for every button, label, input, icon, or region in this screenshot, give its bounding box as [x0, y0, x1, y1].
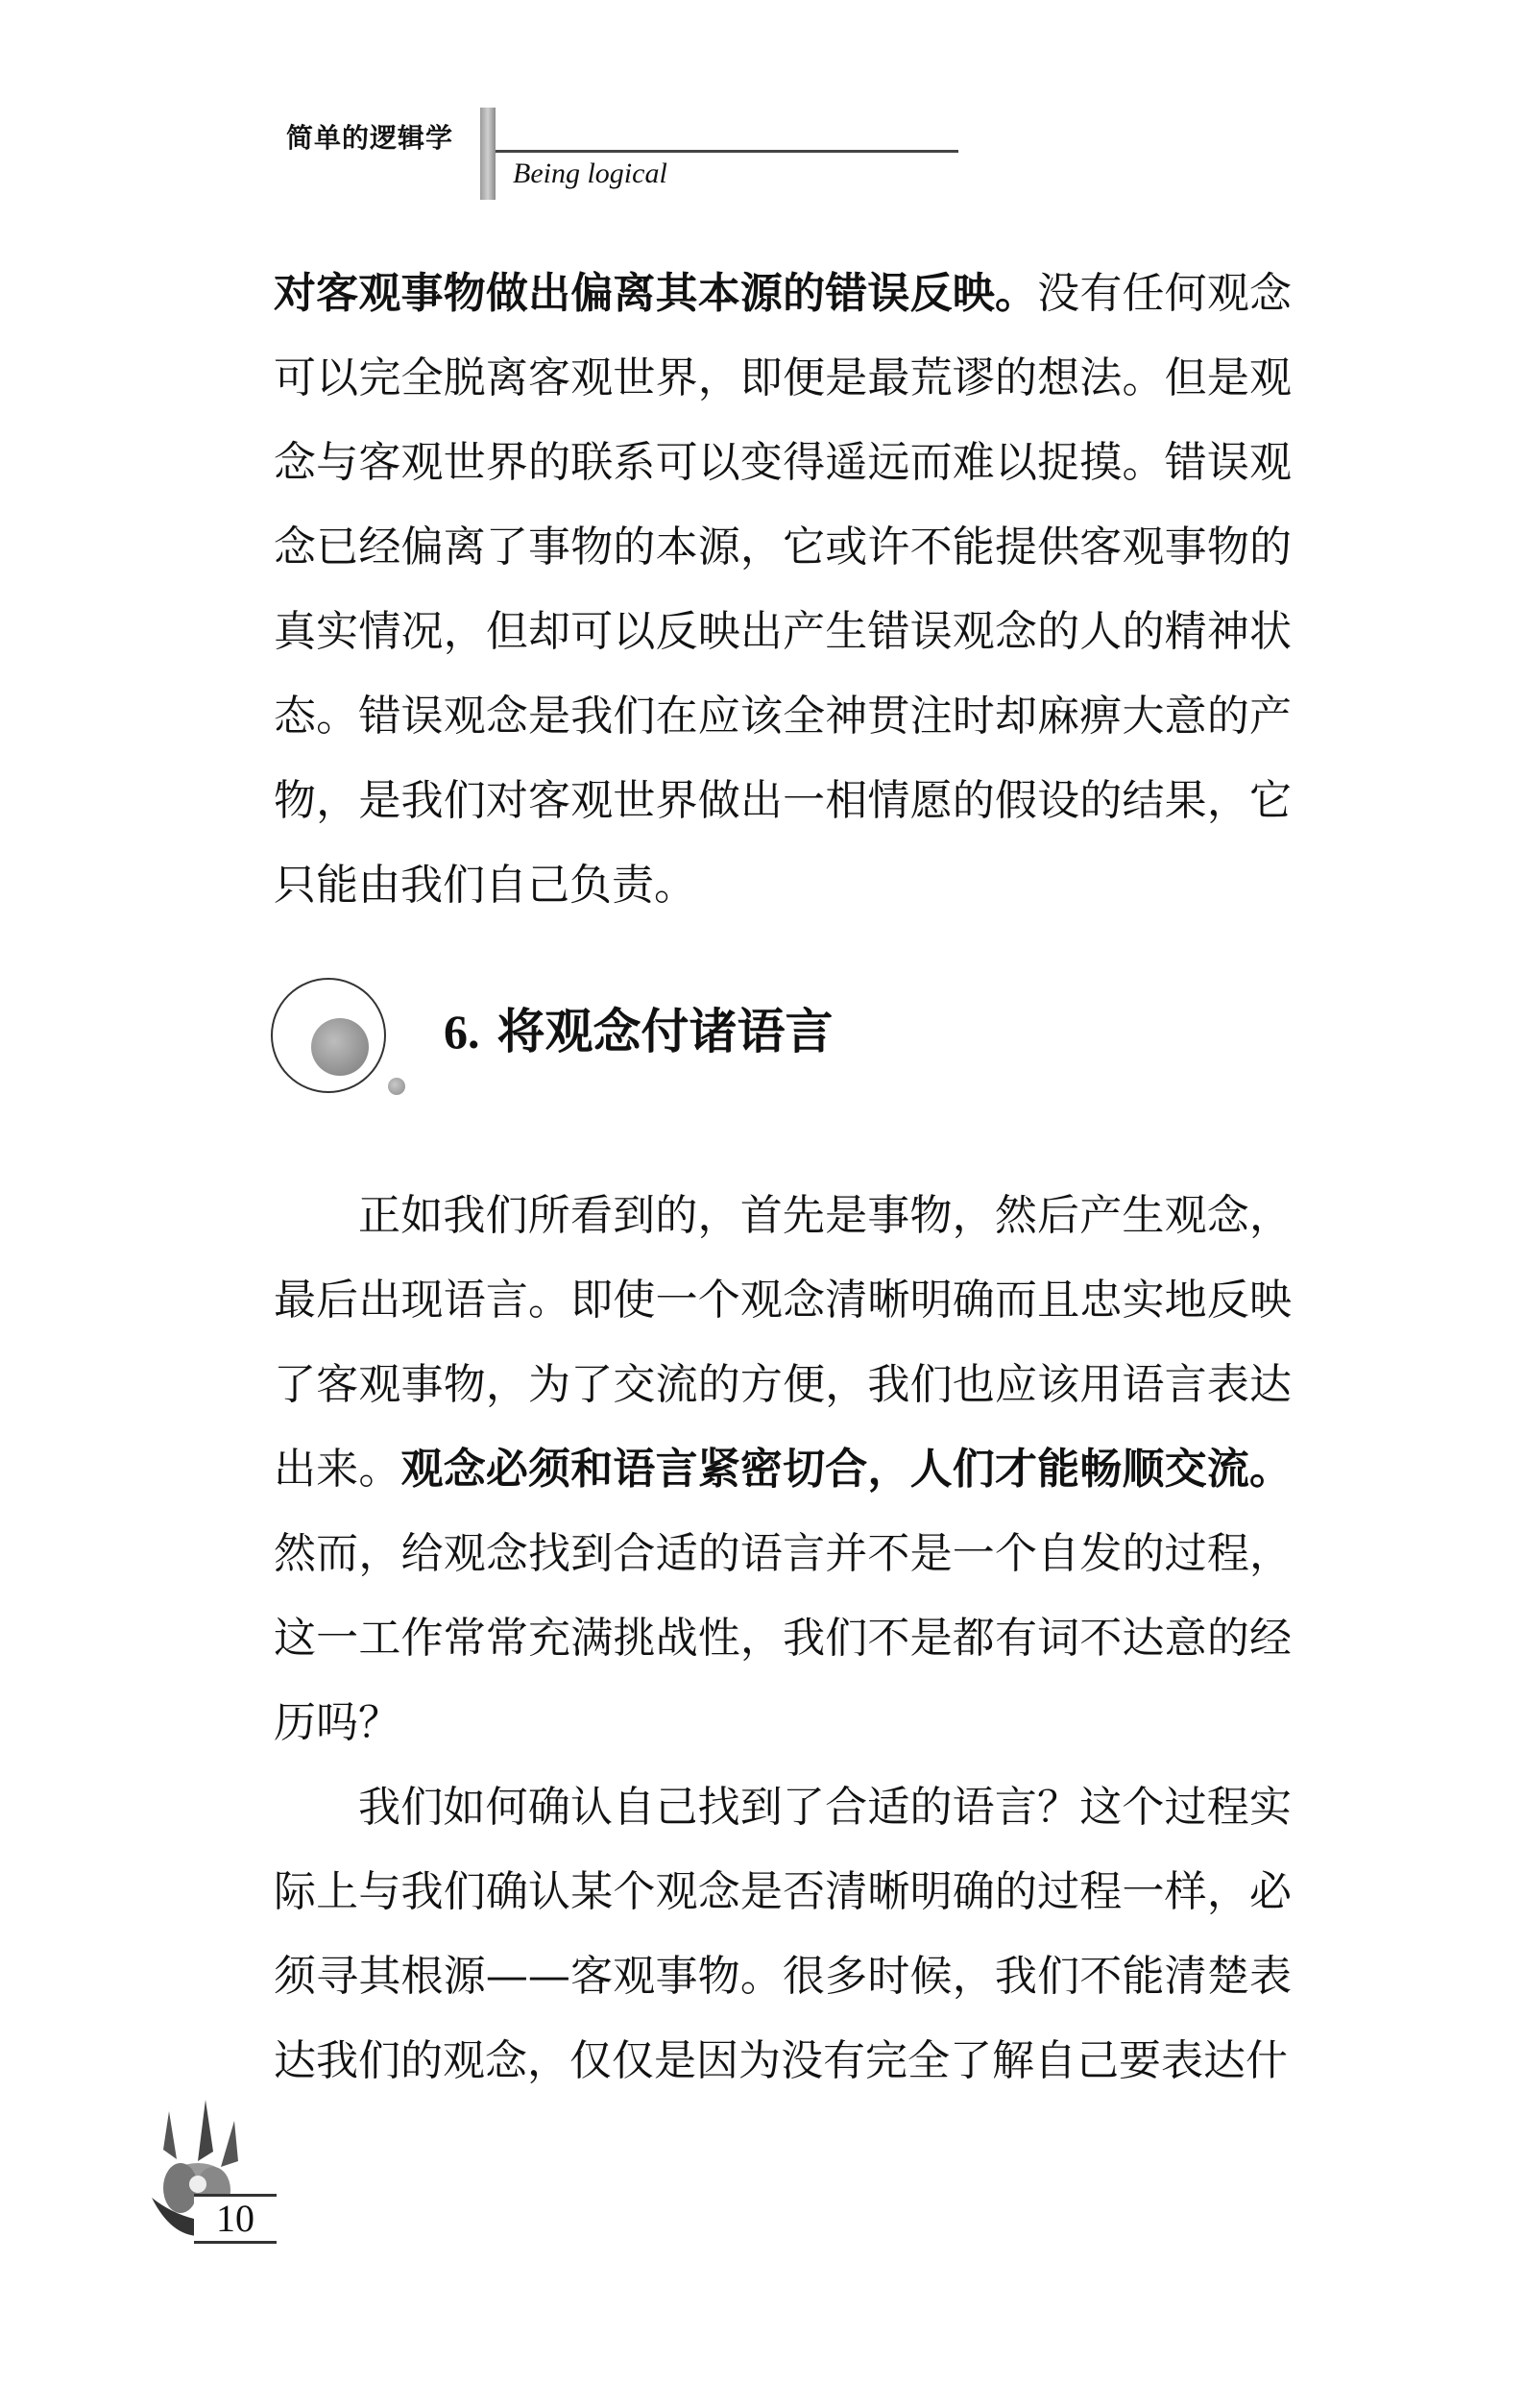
paragraph-2-bold: 观念必须和语言紧密切合，人们才能畅顺交流。 [400, 1445, 1293, 1494]
header-book-title: 简单的逻辑学 [286, 122, 454, 154]
section-small-dot-icon [388, 1078, 405, 1095]
paragraph-1 [274, 252, 1292, 928]
paragraph-2 [274, 1174, 1292, 1765]
section-number: 6. [444, 1005, 480, 1058]
section-dot-icon [311, 1018, 369, 1076]
section-title-text: 将观念付诸语言 [496, 1004, 834, 1059]
page-number: 10 [216, 2197, 254, 2240]
paragraph-1-text: 没有任何观念可以完全脱离客观世界，即便是最荒谬的想法。但是观念与客观世界的联系可以变得遥远而难以捉摸。错误观念已经偏离了事物的本源，它或许不能提供客观事物的真实情况，但却可以反映出产生错误观念的人的精神状态。错误观念是我们在应该全神贯注时却麻痹大意的产物，是我们对客观世界做出一相情愿的假设的结果，它只能由我们自己负责。 [274, 269, 1293, 910]
section-title [444, 1003, 834, 1060]
running-header [277, 106, 680, 202]
paragraph-3 [274, 1765, 1292, 2104]
paragraph-3-text: 我们如何确认自己找到了合适的语言？这个过程实际上与我们确认某个观念是否清晰明确的过程一样，必须寻其根源——客观事物。很多时候，我们不能清楚表达我们的观念，仅仅是因为没有完全了解自己要表达什 [274, 1783, 1292, 2085]
section-heading [271, 978, 1327, 1122]
page-number-box [194, 2194, 277, 2244]
paragraph-2-text-after: 然而，给观念找到合适的语言并不是一个自发的过程，这一工作常常充满挑战性，我们不是都有词不达意的经历吗？ [274, 1529, 1292, 1747]
paragraph-1-bold-lead: 对客观事物做出偏离其本源的错误反映。 [274, 269, 1038, 318]
header-divider-bar [480, 108, 496, 200]
header-subtitle: Being logical [513, 158, 667, 189]
page-footer [142, 2092, 296, 2246]
paragraph-2-text-before: 正如我们所看到的，首先是事物，然后产生观念，最后出现语言。即使一个观念清晰明确而且忠实地反映了客观事物，为了交流的方便，我们也应该用语言表达出来。 [274, 1191, 1292, 1494]
header-rule [496, 150, 958, 153]
